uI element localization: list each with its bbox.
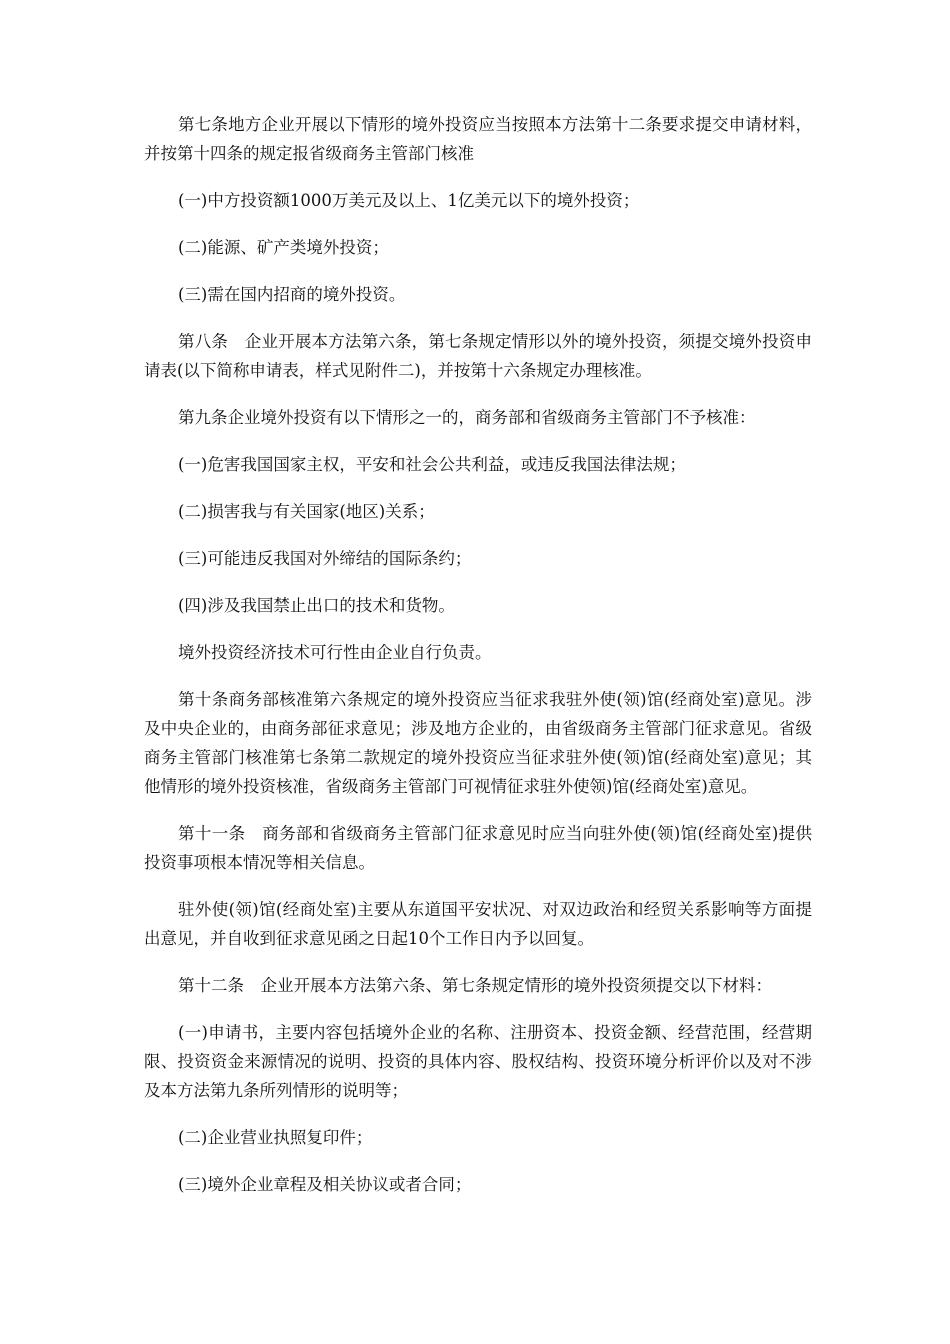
article-9-note: 境外投资经济技术可行性由企业自行负责。 bbox=[178, 643, 492, 662]
article-9-paragraph: 第九条企业境外投资有以下情形之一的，商务部和省级商务主管部门不予核准： bbox=[178, 408, 756, 427]
article-7-item-3: (三)需在国内招商的境外投资。 bbox=[178, 285, 406, 304]
article-9-item-4: (四)涉及我国禁止出口的技术和货物。 bbox=[178, 596, 455, 615]
article-7-item-1: (一)中方投资额1000万美元及以上、1亿美元以下的境外投资； bbox=[178, 191, 640, 210]
article-9-item-1: (一)危害我国国家主权，平安和社会公共利益，或违反我国法律法规； bbox=[178, 455, 686, 474]
article-9-item-2: (二)损害我与有关国家(地区)关系； bbox=[178, 502, 435, 521]
article-7-paragraph: 第七条地方企业开展以下情形的境外投资应当按照本方法第十二条要求提交申请材料，并按第十四条的规定报省级商务主管部门核准 bbox=[144, 115, 812, 163]
article-12-item-1: (一)申请书，主要内容包括境外企业的名称、注册资本、投资金额、经营范围，经营期限、投资资金来源情况的说明、投资的具体内容、股权结构、投资环境分析评价以及对不涉及本方法第九条所列情形的说明等； bbox=[144, 1023, 812, 1100]
article-9-item-3: (三)可能违反我国对外缔结的国际条约； bbox=[178, 549, 472, 568]
article-7-item-2: (二)能源、矿产类境外投资； bbox=[178, 238, 389, 257]
article-12-item-2: (二)企业营业执照复印件； bbox=[178, 1128, 373, 1147]
article-8-paragraph: 第八条 企业开展本方法第六条，第七条规定情形以外的境外投资，须提交境外投资申请表(以下简称申请表，样式见附件二)，并按第十六条规定办理核准。 bbox=[144, 332, 812, 380]
article-12-item-3: (三)境外企业章程及相关协议或者合同； bbox=[178, 1175, 472, 1194]
article-10-paragraph: 第十条商务部核准第六条规定的境外投资应当征求我驻外使(领)馆(经商处室)意见。涉及中央企业的，由商务部征求意见；涉及地方企业的，由省级商务主管部门征求意见。省级商务主管部门核准第七条第二款规定的境外投资应当征求驻外使(领)馆(经商处室)意见；其他情形的境外投资核准，省级商务主管部门可视情征求驻外使领)馆(经商处室)意见。 bbox=[144, 690, 812, 796]
article-11-note: 驻外使(领)馆(经商处室)主要从东道国平安状况、对双边政治和经贸关系影响等方面提出意见，并自收到征求意见函之日起10个工作日内予以回复。 bbox=[144, 900, 812, 948]
article-12-paragraph: 第十二条 企业开展本方法第六条、第七条规定情形的境外投资须提交以下材料： bbox=[178, 976, 772, 995]
document-page bbox=[144, 110, 812, 1217]
article-11-paragraph: 第十一条 商务部和省级商务主管部门征求意见时应当向驻外使(领)馆(经商处室)提供投资事项根本情况等相关信息。 bbox=[144, 824, 812, 872]
